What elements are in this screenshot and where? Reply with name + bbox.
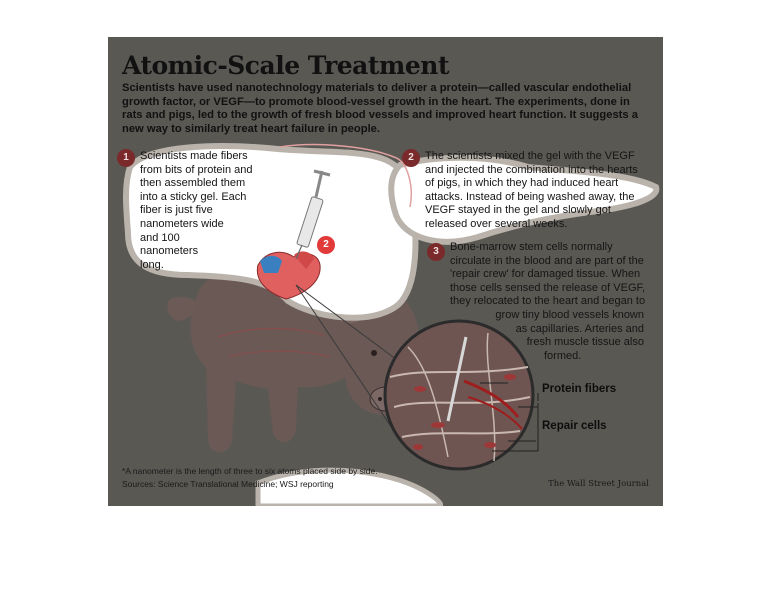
step-2-badge: 2 xyxy=(402,149,420,167)
credit: The Wall Street Journal xyxy=(548,479,649,489)
sources: Sources: Science Translational Medicine; WSJ reporting xyxy=(122,479,334,489)
diagram-marker-2: 2 xyxy=(317,236,335,254)
step-3-text: Bone-marrow stem cells normally circulate in the blood and are part of the 'repair crew' for damaged tissue. When those cells sensed the release of VEGF, they relocated to the heart and began to grow tiny blood vessels known as capillaries. Arteries and fresh muscle tissue also formed. xyxy=(450,241,646,362)
step-2-text: The scientists mixed the gel with the VEGF and injected the combination into the hearts of pigs, in which they had induced heart attacks. Instead of being washed away, the VEGF stayed in the gel and slowly got released over several weeks. xyxy=(425,150,638,230)
callout-protein-fibers: Protein fibers xyxy=(542,383,617,395)
page-title: Atomic-Scale Treatment xyxy=(122,51,450,80)
intro-paragraph: Scientists have used nanotechnology materials to deliver a protein—called vascular endothelial growth factor, or VEGF—to promote blood-vessel growth in the heart. The experiments, done in rats and pigs, led to the growth of fresh blood vessels and improved heart function. It suggests a new way to similarly treat heart failure in people. xyxy=(122,82,638,135)
step-1-badge: 1 xyxy=(117,149,135,167)
infographic-panel xyxy=(108,37,663,506)
step-3-badge: 3 xyxy=(427,243,445,261)
footnote: *A nanometer is the length of three to six atoms placed side by side. xyxy=(122,466,378,476)
callout-repair-cells: Repair cells xyxy=(542,420,607,432)
step-1-text: Scientists made fibers from bits of protein and then assembled them into a sticky gel. Each fiber is just five nanometers wide and 100 nanometers long. xyxy=(140,150,253,271)
